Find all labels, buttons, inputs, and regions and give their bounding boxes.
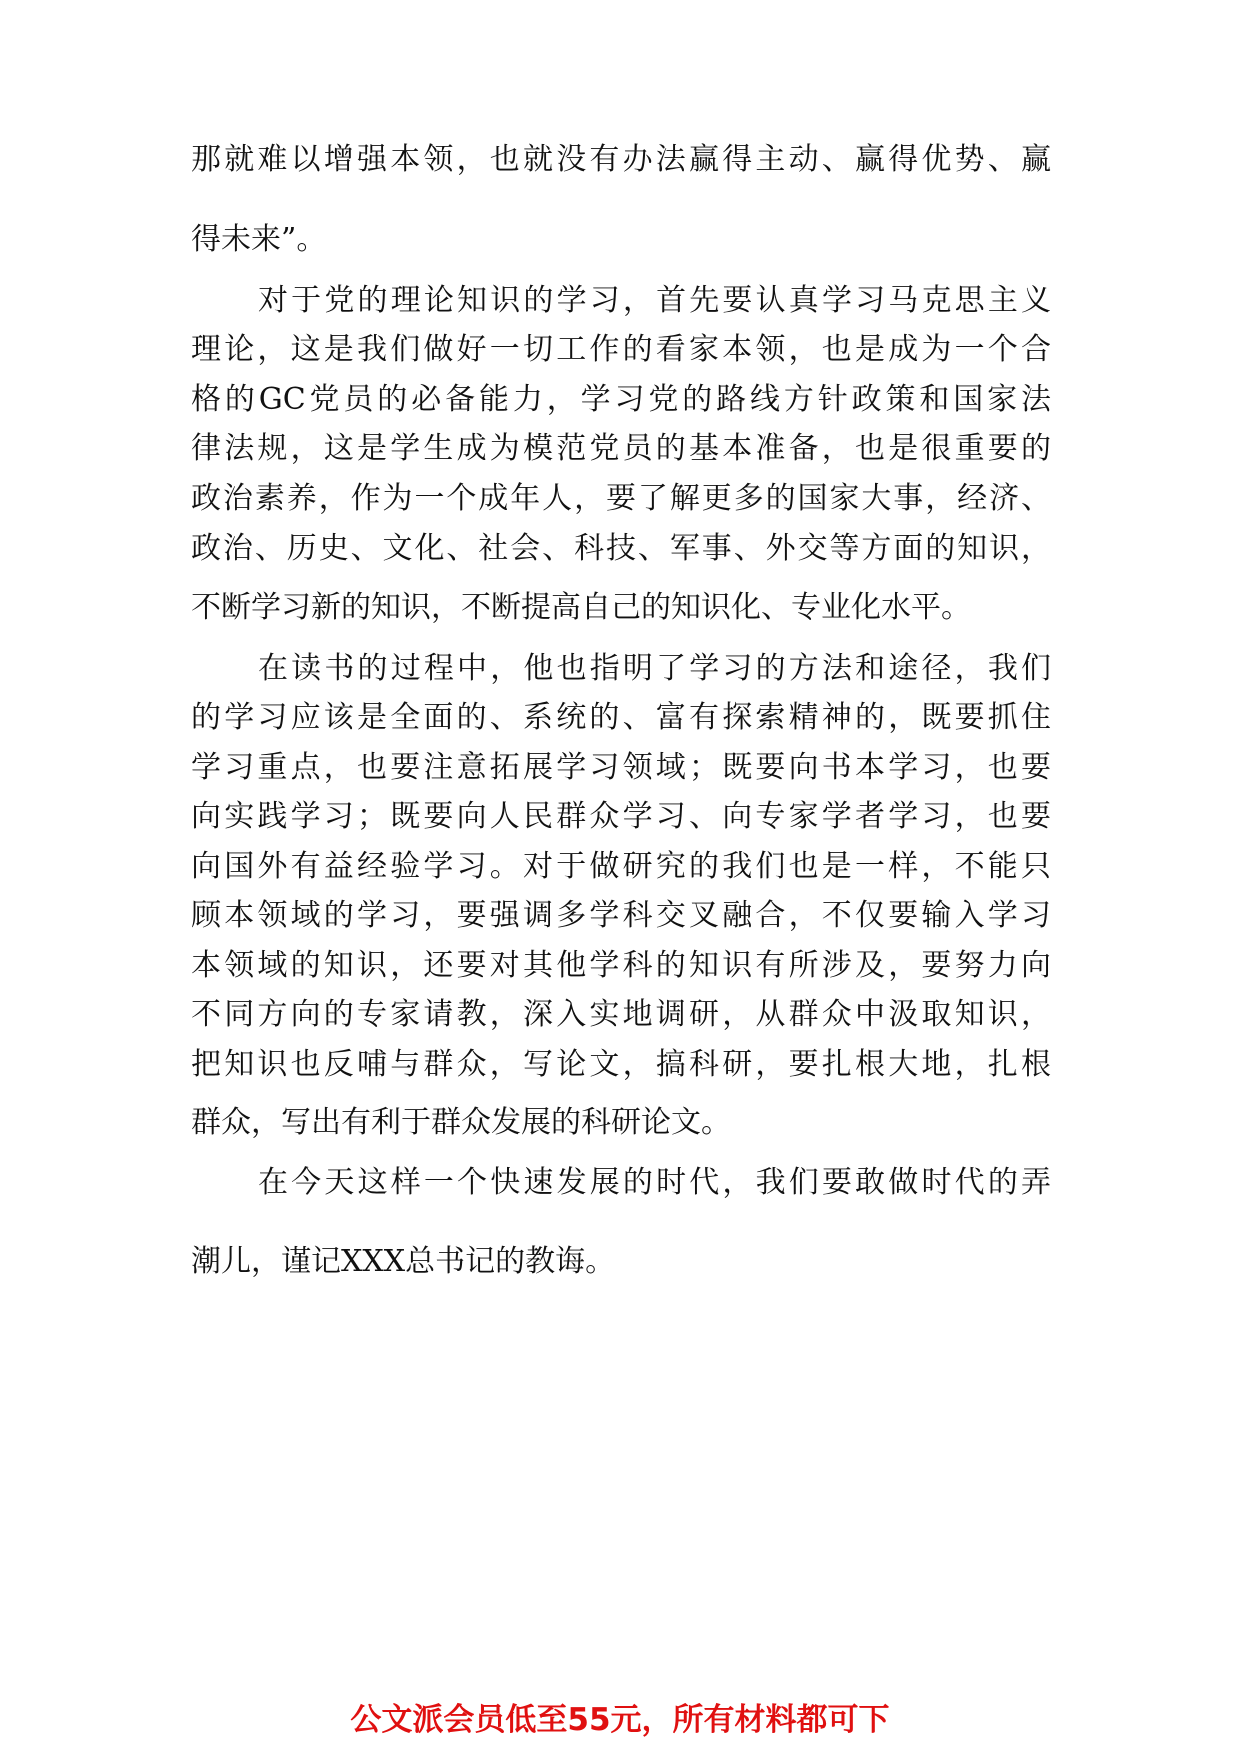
paragraph-3-line-7: 本领域的知识，还要对其他学科的知识有所涉及，要努力向	[191, 948, 1051, 983]
paragraph-3-line-2: 的学习应该是全面的、系统的、富有探索精神的，既要抓住	[191, 700, 1051, 735]
paragraph-2-line-3: 格的GC党员的必备能力，学习党的路线方针政策和国家法	[191, 382, 1051, 417]
paragraph-2-line-7: 不断学习新的知识，不断提高自己的知识化、专业化水平。	[191, 590, 971, 625]
paragraph-3-line-1: 在读书的过程中，他也指明了学习的方法和途径，我们	[258, 651, 1051, 686]
paragraph-4-line-2: 潮儿，谨记XXX总书记的教诲。	[191, 1244, 616, 1279]
paragraph-2-line-5: 政治素养，作为一个成年人，要了解更多的国家大事，经济、	[191, 481, 1051, 516]
text-line-2: 得未来”。	[191, 222, 327, 257]
paragraph-2-line-6: 政治、历史、文化、社会、科技、军事、外交等方面的知识，	[191, 531, 1051, 566]
paragraph-3-line-4: 向实践学习；既要向人民群众学习、向专家学者学习，也要	[191, 799, 1051, 834]
paragraph-3-line-3: 学习重点，也要注意拓展学习领域；既要向书本学习，也要	[191, 750, 1051, 785]
paragraph-3-line-6: 顾本领域的学习，要强调多学科交叉融合，不仅要输入学习	[191, 898, 1051, 933]
paragraph-2-line-2: 理论，这是我们做好一切工作的看家本领，也是成为一个合	[191, 332, 1051, 367]
paragraph-3-line-5: 向国外有益经验学习。对于做研究的我们也是一样，不能只	[191, 849, 1051, 884]
paragraph-3-line-8: 不同方向的专家请教，深入实地调研，从群众中汲取知识，	[191, 997, 1051, 1032]
paragraph-4-line-1: 在今天这样一个快速发展的时代，我们要敢做时代的弄	[258, 1165, 1051, 1200]
paragraph-3-line-10: 群众，写出有利于群众发展的科研论文。	[191, 1105, 731, 1140]
paragraph-2-line-1: 对于党的理论知识的学习，首先要认真学习马克思主义	[258, 283, 1051, 318]
paragraph-3-line-9: 把知识也反哺与群众，写论文，搞科研，要扎根大地，扎根	[191, 1047, 1051, 1082]
text-line-1: 那就难以增强本领，也就没有办法赢得主动、赢得优势、赢	[191, 142, 1051, 177]
footer-promo-text: 公文派会员低至55元，所有材料都可下	[350, 1702, 890, 1738]
paragraph-2-line-4: 律法规，这是学生成为模范党员的基本准备，也是很重要的	[191, 431, 1051, 466]
